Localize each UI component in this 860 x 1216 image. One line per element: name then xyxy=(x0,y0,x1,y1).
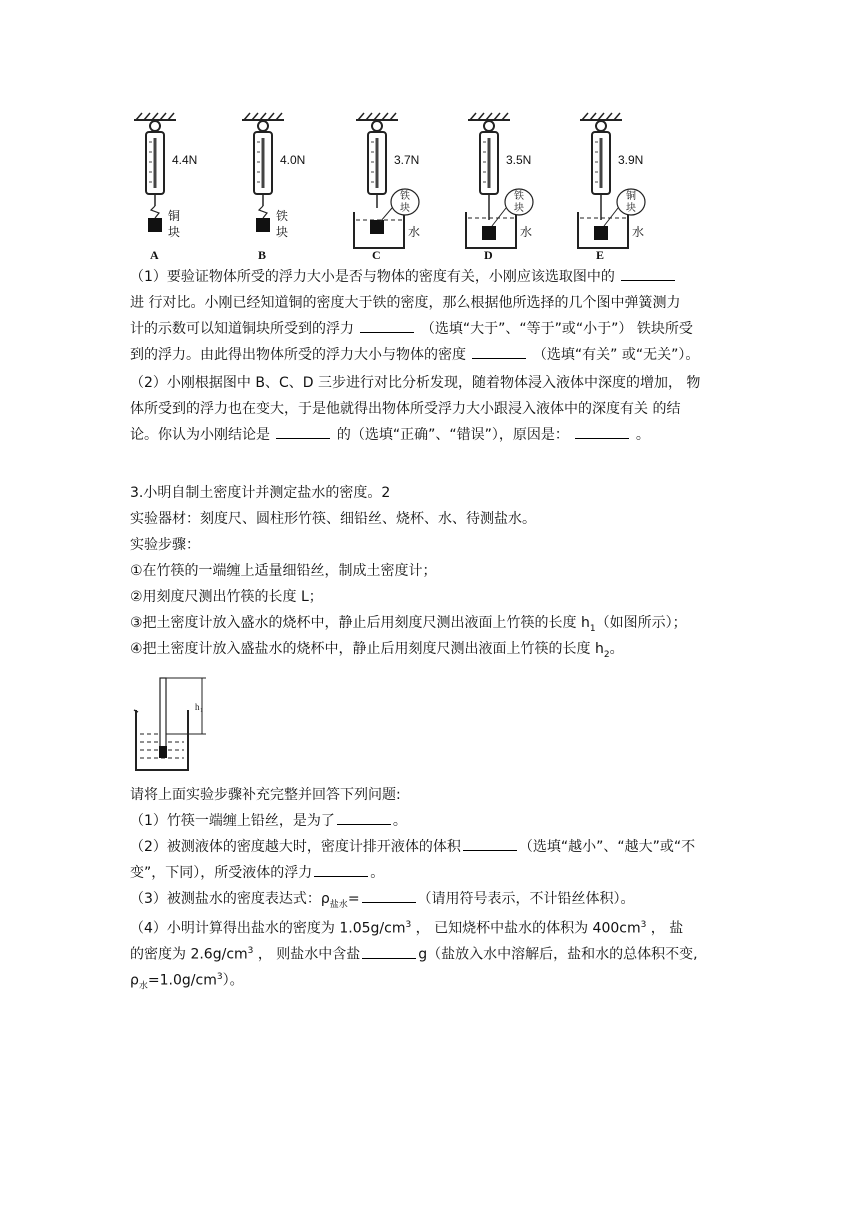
q3-q2-text-d: 。 xyxy=(370,865,385,881)
water-label-d: 水 xyxy=(520,225,533,239)
q3-questions-intro: 请将上面实验步骤补充完整并回答下列问题: xyxy=(130,787,401,803)
reading-d: 3.5N xyxy=(506,153,532,167)
q3-q4-text-a: （4）小明计算得出盐水的密度为 1.05g/cm xyxy=(130,920,406,937)
q2-part1-text-4a: 到的浮力。由此得出物体所受的浮力大小与物体的密度 xyxy=(130,347,466,363)
bubble-label-d-1: 铁 xyxy=(514,191,524,202)
q2-part1-text-3a: 计的示数可以知道铜块所受到的浮力 xyxy=(130,321,354,337)
water-label-c: 水 xyxy=(408,225,421,239)
answer-blank[interactable] xyxy=(463,836,517,851)
figure-letter-b: B xyxy=(258,248,267,262)
q3-step2: ②用刻度尺测出竹筷的长度 L； xyxy=(130,589,323,605)
q2-part2-line3 xyxy=(130,424,650,446)
q3-question2-line2 xyxy=(130,862,384,884)
q2-part2-text-3b: 的（选填“正确”、“错误”），原因是： xyxy=(336,427,569,443)
q3-q3-text-a: （3）被测盐水的密度表达式：ρ xyxy=(130,891,330,907)
densimeter-beaker-figure xyxy=(132,676,212,776)
q3-q4-sup3: 3 xyxy=(247,946,254,956)
q3-question1 xyxy=(130,810,407,832)
block-label-b-1: 铁 xyxy=(276,209,289,223)
spring-scale-b xyxy=(254,121,272,232)
figure-letter-a: A xyxy=(150,248,159,262)
q2-part2-text-3c: 。 xyxy=(635,427,650,443)
block-label-a-1: 铜 xyxy=(168,209,181,223)
figure-h-label: h xyxy=(195,702,200,712)
q3-title: 3.小明自制土密度计并测定盐水的密度。2 xyxy=(130,485,391,501)
q3-step4 xyxy=(130,638,624,666)
q3-question2-line1 xyxy=(130,836,695,858)
bubble-label-c-1: 铁 xyxy=(400,191,410,202)
answer-blank[interactable] xyxy=(337,810,391,825)
q2-part1-line3 xyxy=(130,318,693,340)
bubble-label-e-1: 铜 xyxy=(626,191,636,202)
answer-blank[interactable] xyxy=(575,424,629,439)
q2-part1-line1 xyxy=(130,266,677,288)
q2-part1-line4 xyxy=(130,344,699,366)
q3-step1: ①在竹筷的一端缠上适量细铅丝，制成土密度计； xyxy=(130,563,437,579)
q2-part2-line1: （2）小刚根据图中 B、C、D 三步进行对比分析发现，随着物体浸入液体中深度的增加， 物 xyxy=(130,375,701,391)
q3-question4-line1 xyxy=(130,914,683,940)
q3-q1-tail: 。 xyxy=(392,813,407,829)
figure-letter-d: D xyxy=(484,248,493,262)
q3-q4-text-d: 的密度为 2.6g/cm xyxy=(130,946,248,963)
bubble-label-d-2: 块 xyxy=(514,203,524,214)
q3-q4-text-b: ， 已知烧杯中盐水的体积为 400cm xyxy=(411,920,641,937)
block-label-b-2: 块 xyxy=(276,225,289,239)
q3-q4-text-i: ）。 xyxy=(222,972,244,989)
reading-b: 4.0N xyxy=(280,153,306,167)
answer-blank[interactable] xyxy=(314,862,368,877)
q3-q4-text-c: ， 盐 xyxy=(646,920,684,937)
q3-question4-line3 xyxy=(130,966,244,997)
bubble-label-e-2: 块 xyxy=(626,203,636,214)
answer-blank[interactable] xyxy=(362,944,416,959)
answer-blank[interactable] xyxy=(276,424,330,439)
q3-materials: 实验器材：刻度尺、圆柱形竹筷、细铅丝、烧杯、水、待测盐水。 xyxy=(130,511,536,527)
q3-step4-tail: 。 xyxy=(609,641,624,657)
q2-part1-line2: 进 行对比。小刚已经知道铜的密度大于铁的密度，那么根据他所选择的几个图中弹簧测力 xyxy=(130,295,681,311)
q3-q1-text: （1）竹筷一端缠上铅丝，是为了 xyxy=(130,813,335,829)
q3-q4-text-f: g（盐放入水中溶解后，盐和水的总体积不变, xyxy=(418,946,698,963)
figure-letter-c: C xyxy=(372,248,381,262)
q3-q4-text-e: ， 则盐水中含盐 xyxy=(253,946,361,963)
q3-q4-text-g: ρ xyxy=(130,972,139,989)
figure-h-sub: 1 xyxy=(200,708,203,714)
reading-a: 4.4N xyxy=(172,153,198,167)
block-label-a-2: 块 xyxy=(168,225,181,239)
q3-step4-text: ④把土密度计放入盛盐水的烧杯中，静止后用刻度尺测出液面上竹筷的长度 h xyxy=(130,641,604,657)
q3-q4-sub: 水 xyxy=(138,981,148,992)
figure-letter-e: E xyxy=(596,248,605,262)
q3-step3-text: ③把土密度计放入盛水的烧杯中，静止后用刻度尺测出液面上竹筷的长度 h xyxy=(130,615,590,631)
answer-blank[interactable] xyxy=(360,318,414,333)
bubble-label-c-2: 块 xyxy=(400,203,410,214)
answer-blank[interactable] xyxy=(472,344,526,359)
q3-q4-sup4: 3 xyxy=(216,972,223,982)
q3-q3-text-c: （请用符号表示，不计铅丝体积）。 xyxy=(417,891,635,907)
water-label-e: 水 xyxy=(632,225,645,239)
q3-question3 xyxy=(130,888,635,916)
q2-part1-text-3b: （选填“大于”、“等于”或“小于”） 铁块所受 xyxy=(420,321,693,337)
q3-q3-sub: 盐水 xyxy=(329,899,348,910)
q3-q4-sup1: 3 xyxy=(405,920,412,930)
q3-step3-sub: 1 xyxy=(589,623,596,634)
q3-q4-sup2: 3 xyxy=(640,920,647,930)
q3-q2-text-c: 变”，下同），所受液体的浮力 xyxy=(130,865,313,881)
q3-step3-tail: （如图所示）； xyxy=(595,615,687,631)
answer-blank[interactable] xyxy=(621,266,675,281)
q3-q4-text-h: =1.0g/cm xyxy=(147,972,217,989)
spring-scale-figure xyxy=(128,108,673,262)
answer-blank[interactable] xyxy=(362,888,416,903)
q3-question4-line2 xyxy=(130,940,698,966)
q2-part2-text-3a: 论。你认为小刚结论是 xyxy=(130,427,270,443)
q2-part2-line2: 体所受到的浮力也在变大，于是他就得出物体所受浮力大小跟浸入液体中的深度有关 的结 xyxy=(130,401,681,417)
spring-scale-a xyxy=(146,121,164,232)
q3-q2-text-b: （选填“越小”、“越大”或“不 xyxy=(518,839,696,855)
q2-part1-text-1: （1）要验证物体所受的浮力大小是否与物体的密度有关，小刚应该选取图中的 xyxy=(130,269,615,285)
q3-step4-sub: 2 xyxy=(603,649,610,660)
q3-step3 xyxy=(130,612,687,640)
q3-steps-heading: 实验步骤： xyxy=(130,537,200,553)
q3-q3-eq: = xyxy=(347,891,360,907)
q3-q2-text-a: （2）被测液体的密度越大时，密度计排开液体的体积 xyxy=(130,839,461,855)
q2-part1-text-4b: （选填“有关” 或“无关”）。 xyxy=(532,347,700,363)
reading-c: 3.7N xyxy=(394,153,420,167)
reading-e: 3.9N xyxy=(618,153,644,167)
